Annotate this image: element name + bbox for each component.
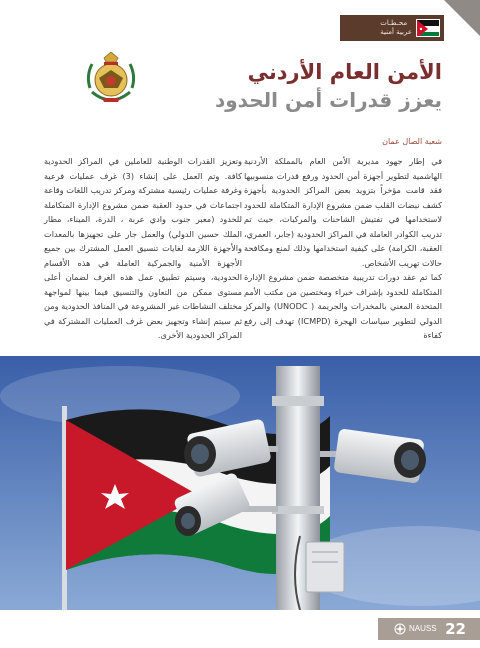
section-label (380, 19, 412, 37)
nauss-brand (394, 620, 437, 638)
article-photo (0, 356, 480, 610)
section-label-top: محـطـات (380, 19, 408, 27)
section-banner (340, 15, 444, 41)
nauss-label: NAUSS (409, 624, 437, 633)
paragraph: وتعزيز القدرات الوطنية للعاملين في المراكز الحدودية كافة. وتم العمل على إنشاء (3) غرف عمليات فرعية وغرفة عمليات رئيسية مشتركة ومركز تدريب اللغات وقاعة اجتماعات في حدود العقبة ضمن مشروع الإدارة المتكاملة للحدود (معبر جنوب وادي عربة ، الدرة، الميناء، مطار الملك حسين الدولي) والعمل جار على تجهيزها بالمعدات والأجهزة اللازمة لغايات تنسيق العمل المشترك بين جميع الأجهزة الأمنية والجمركية العاملة في هذه الأقسام الحدودية، وسيتم تطبيق عمل هذه الغرف لضمان أعلى مستوى ممكن من التعاون والتنسيق فيما بينها لمواجهة مختلف النشاطات غير المشروعة في المنافذ الحدودية ومن ثم سيتم إنشاء وتجهيز بعض غرف العمليات المشتركة في المراكز الحدودية الأخرى. (44, 156, 243, 340)
headline (192, 58, 442, 114)
headline-title: الأمن العام الأردني (247, 60, 442, 84)
paragraph: كما تم عقد دورات تدريبية متخصصة ضمن مشروع الإدارة المتكاملة للحدود بإشراف خبراء ومختصين من مكتب الأمم المتحدة المعني بالمخدرات والجريمة ( UNODC) والمركز الدولي لتطوير سياسات الهجرة (ICMPD) تهدف إلى رفع كفاءة (244, 272, 442, 340)
article-column-left (44, 154, 242, 343)
section-label-bottom: عربية أمنية (380, 28, 412, 36)
jordan-flag-icon (416, 19, 440, 37)
page-number: 22 (445, 620, 466, 638)
police-emblem-icon (82, 48, 140, 110)
article-column-right (244, 154, 442, 343)
paragraph: في إطار جهود مديرية الأمن العام بالمملكة الأردنية الهاشمية لتطوير أجهزة أمن الحدود ورفع قدرات منسوبيها فقد قامت مؤخراً بتزويد بعض المراكز الحدودية بأجهزة كشف نبضات القلب ضمن مشروع الإدارة المتكاملة للحدود لاستخدامها في تفتيش الشاحنات والمركبات، حيث تم تدريب الكوادر العاملة في المراكز الحدودية (جابر، العمري، العقبة، الكرامة) على كيفية استخدامها وذلك لمنع ومكافحة حالات تهريب الأشخاص. (244, 156, 442, 268)
author-byline: شعبة الصال عمان (382, 137, 442, 146)
nauss-logo-icon (394, 623, 406, 635)
headline-subtitle: يعزز قدرات أمن الحدود (214, 88, 442, 112)
corner-triangle (444, 0, 480, 36)
